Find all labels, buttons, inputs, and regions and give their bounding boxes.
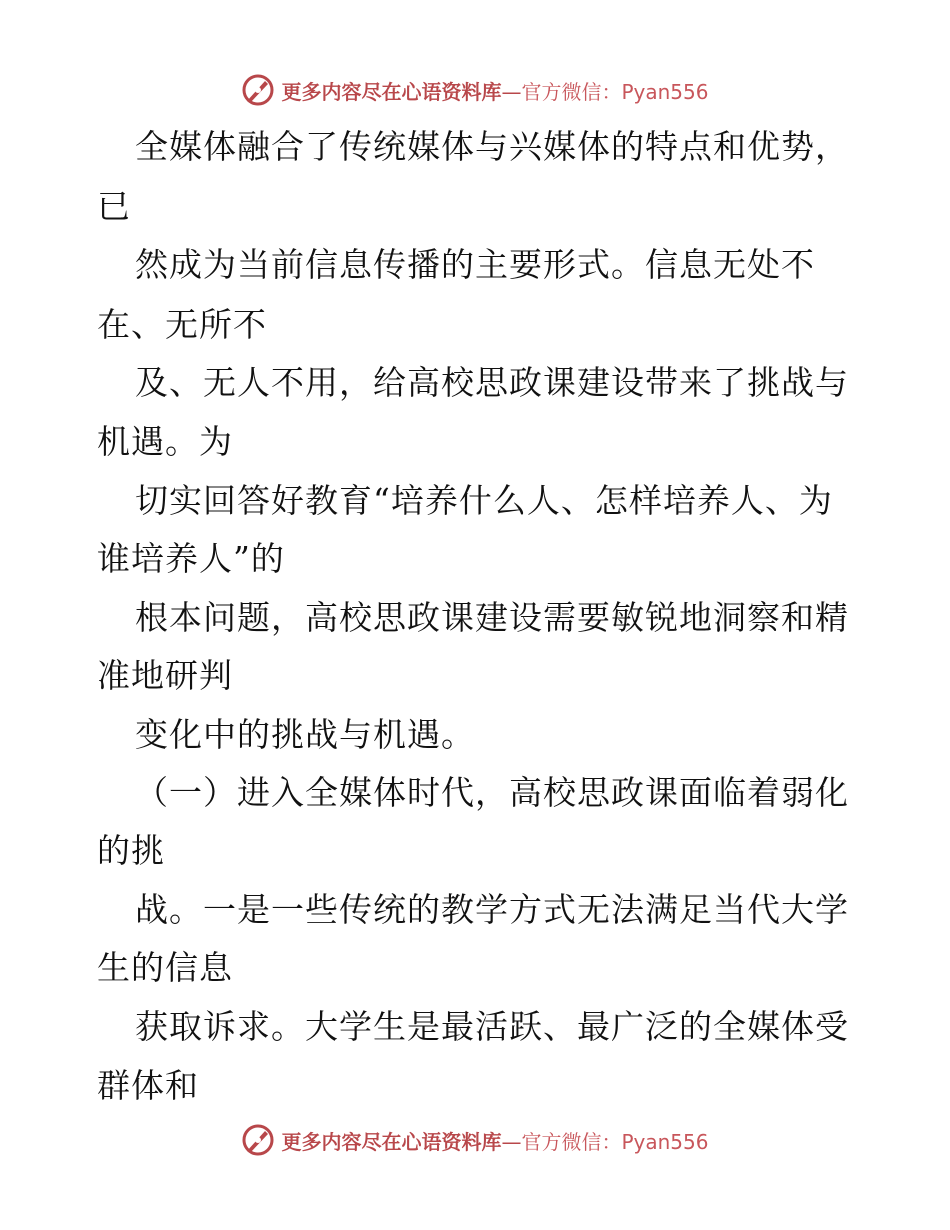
paragraph-line: 切实回答好教育“培养什么人、怎样培养人、为 — [135, 481, 833, 520]
quill-logo-icon — [241, 1123, 275, 1157]
paragraph-line: 谁培养人”的 — [97, 539, 285, 578]
footer-watermark-wechat: 官方微信：Pyan556 — [521, 1129, 709, 1154]
paragraph-line: 机遇。为 — [97, 422, 233, 461]
paragraph-line: 获取诉求。大学生是最活跃、最广泛的全媒体受 — [135, 1007, 849, 1046]
paragraph-line: 的挑 — [97, 831, 165, 870]
paragraph-line: 然成为当前信息传播的主要形式。信息无处不 — [135, 245, 815, 284]
footer-watermark-site: 更多内容尽在心语资料库 — [281, 1129, 502, 1154]
header-watermark-wechat: 官方微信：Pyan556 — [521, 79, 709, 104]
paragraph-line: 变化中的挑战与机遇。 — [135, 715, 475, 754]
header-watermark-separator: — — [501, 79, 522, 104]
paragraph-line: 生的信息 — [97, 948, 233, 987]
footer-watermark-separator: — — [501, 1129, 522, 1154]
paragraph-line: 群体和 — [97, 1066, 199, 1105]
paragraph-line: 在、无所不 — [97, 305, 267, 344]
header-watermark-site: 更多内容尽在心语资料库 — [281, 79, 502, 104]
paragraph-line: 及、无人不用，给高校思政课建设带来了挑战与 — [135, 363, 849, 402]
footer-watermark-text — [281, 1126, 708, 1155]
paragraph-line: 根本问题，高校思政课建设需要敏锐地洞察和精 — [135, 598, 849, 637]
paragraph-line: 已 — [97, 187, 131, 226]
paragraph-line: 准地研判 — [97, 656, 233, 695]
paragraph-line: 全媒体融合了传统媒体与兴媒体的特点和优势， — [135, 127, 849, 166]
paragraph-line: （一）进入全媒体时代，高校思政课面临着弱化 — [135, 773, 849, 812]
paragraph-line: 战。一是一些传统的教学方式无法满足当代大学 — [135, 890, 849, 929]
footer-watermark — [0, 1120, 950, 1160]
